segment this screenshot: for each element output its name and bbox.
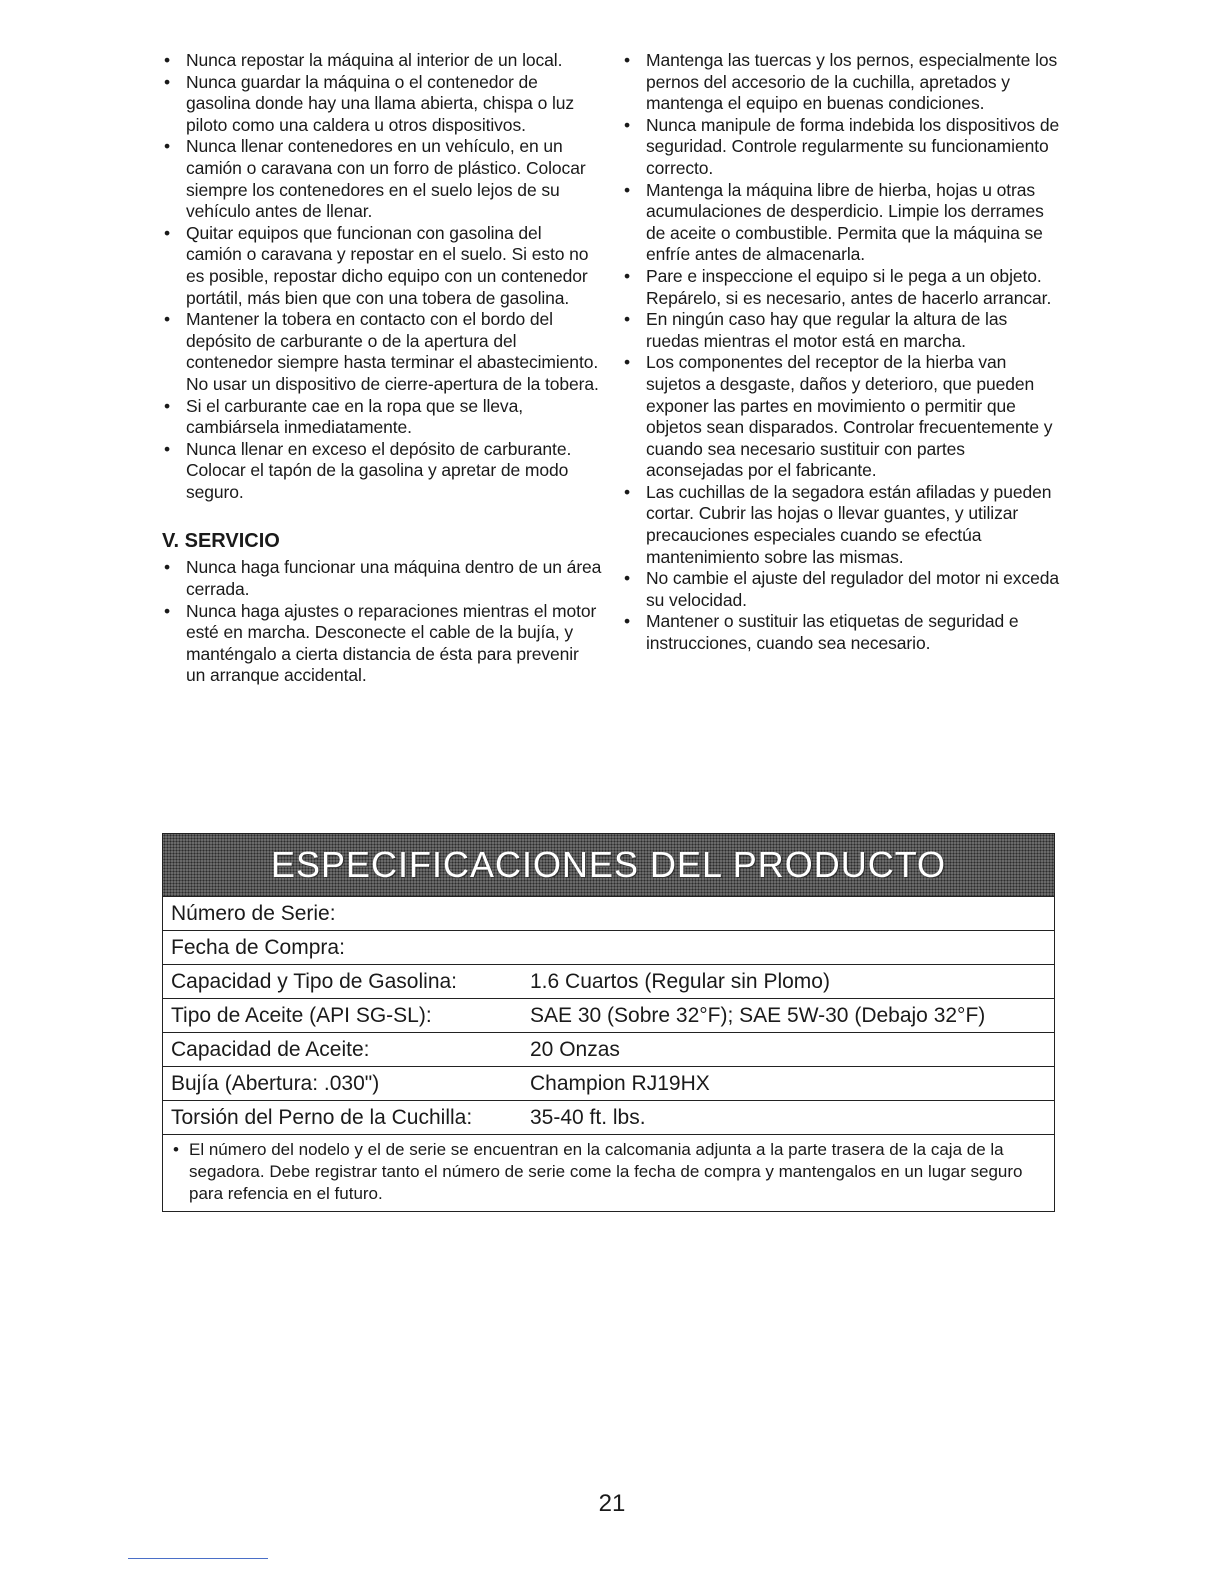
maintenance-list (622, 50, 1062, 655)
list-item: • Quitar equipos que funcionan con gasolina del camión o caravana y repostar en el suelo. Si esto no es posible, repostar dicho equipo con un contenedor portátil, más bien que con una tobera de gasolina. (162, 223, 602, 309)
product-specifications-table (162, 833, 1055, 1212)
table-row (163, 1032, 1054, 1066)
spec-label: Capacidad de Aceite: (171, 1037, 370, 1061)
specifications-note: • El número del nodelo y el de serie se encuentran en la calcomania adjunta a la parte trasera de la caja de la segadora. Debe registrar tanto el número de serie come la fecha de compra y mantengalos en un lugar seguro para refencia en el futuro. (163, 1134, 1054, 1211)
list-item: • Si el carburante cae en la ropa que se lleva, cambiársela inmediatamente. (162, 396, 602, 439)
spec-value: 35-40 ft. lbs. (530, 1105, 646, 1129)
list-item: • Nunca manipule de forma indebida los dispositivos de seguridad. Controle regularmente su funcionamiento correcto. (622, 115, 1062, 180)
list-item: • No cambie el ajuste del regulador del motor ni exceda su velocidad. (622, 568, 1062, 611)
page-number: 21 (598, 1490, 626, 1517)
table-row (163, 1066, 1054, 1100)
spec-label: Torsión del Perno de la Cuchilla: (171, 1105, 473, 1129)
list-item: • Los componentes del receptor de la hierba van sujetos a desgaste, daños y deterioro, que pueden exponer las partes en movimiento o permitir que objetos sean disparados. Controlar frecuentemente y cuando sea necesario sustituir con partes aconsejadas por el fabricante. (622, 352, 1062, 482)
list-item: • Mantenga las tuercas y los pernos, especialmente los pernos del accesorio de la cuchilla, apretados y mantenga el equipo en buenas condiciones. (622, 50, 1062, 115)
list-item: • Nunca haga ajustes o reparaciones mientras el motor esté en marcha. Desconecte el cable de la bujía, y manténgalo a cierta distancia de ésta para prevenir un arranque accidental. (162, 601, 602, 687)
spec-label: Fecha de Compra: (171, 935, 345, 959)
spec-label: Capacidad y Tipo de Gasolina: (171, 969, 458, 993)
spec-label: Número de Serie: (171, 901, 336, 925)
list-item: • Mantener la tobera en contacto con el bordo del depósito de carburante o de la apertura del contenedor siempre hasta terminar el abastecimiento. No usar un dispositivo de cierre-apertura de la tobera. (162, 309, 602, 395)
spec-value: Champion RJ19HX (530, 1071, 710, 1095)
table-row (163, 930, 1054, 964)
list-item: • Mantenga la máquina libre de hierba, hojas u otras acumulaciones de desperdicio. Limpie los derrames de aceite o combustible. Permita que la máquina se enfríe antes de almacenarla. (622, 180, 1062, 266)
specifications-title: ESPECIFICACIONES DEL PRODUCTO (163, 834, 1054, 896)
list-item: • Nunca haga funcionar una máquina dentro de un área cerrada. (162, 557, 602, 600)
table-row (163, 964, 1054, 998)
list-item: • Nunca repostar la máquina al interior de un local. (162, 50, 602, 72)
table-row (163, 896, 1054, 930)
table-row (163, 1100, 1054, 1134)
list-item: • En ningún caso hay que regular la altura de las ruedas mientras el motor está en marcha. (622, 309, 1062, 352)
right-column (622, 50, 1062, 655)
list-item: • Pare e inspeccione el equipo si le pega a un objeto. Repárelo, si es necesario, antes de hacerlo arrancar. (622, 266, 1062, 309)
list-item: • Nunca llenar en exceso el depósito de carburante. Colocar el tapón de la gasolina y apretar de modo seguro. (162, 439, 602, 504)
service-list (162, 557, 602, 687)
table-row (163, 998, 1054, 1032)
list-item: • Nunca guardar la máquina o el contenedor de gasolina donde hay una llama abierta, chispa o luz piloto como una caldera u otros dispositivos. (162, 72, 602, 137)
list-item: • Mantener o sustituir las etiquetas de seguridad e instrucciones, cuando sea necesario. (622, 611, 1062, 654)
spec-value: 1.6 Cuartos (Regular sin Plomo) (530, 969, 830, 993)
fueling-safety-list (162, 50, 602, 503)
list-item: • Nunca llenar contenedores en un vehículo, en un camión o caravana con un forro de plástico. Colocar siempre los contenedores en el suelo lejos de su vehículo antes de llenar. (162, 136, 602, 222)
list-item: • Las cuchillas de la segadora están afiladas y pueden cortar. Cubrir las hojas o llevar guantes, y utilizar precauciones especiales cuando se efectúa mantenimiento sobre las mismas. (622, 482, 1062, 568)
spec-value: SAE 30 (Sobre 32°F); SAE 5W-30 (Debajo 32°F) (530, 1003, 986, 1027)
spec-value: 20 Onzas (530, 1037, 620, 1061)
footer-divider (128, 1558, 268, 1559)
spec-label: Bujía (Abertura: .030") (171, 1071, 380, 1095)
section-heading-servicio: V. SERVICIO (162, 530, 280, 553)
spec-label: Tipo de Aceite (API SG-SL): (171, 1003, 432, 1027)
left-column (162, 50, 602, 687)
